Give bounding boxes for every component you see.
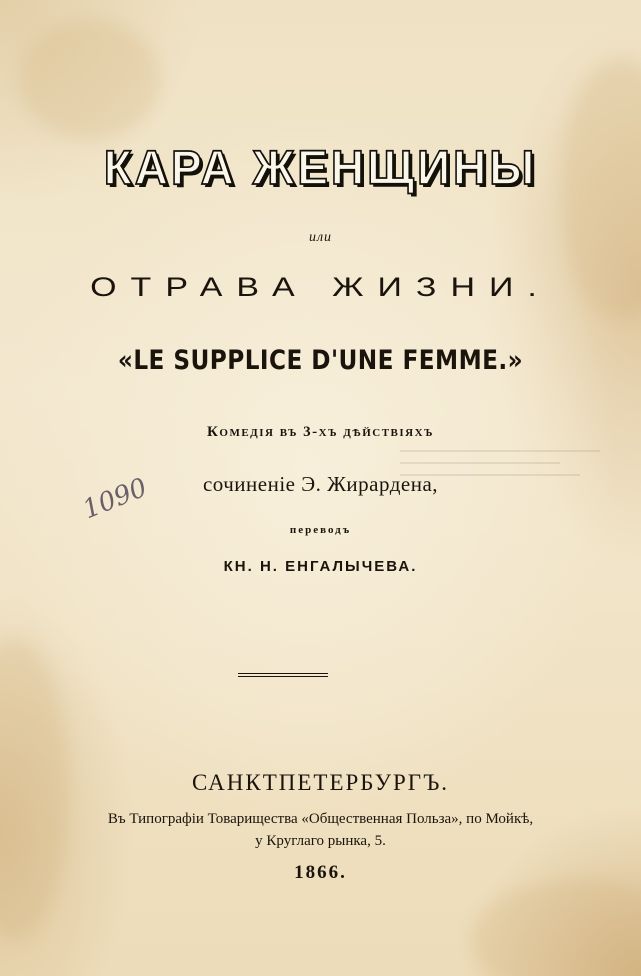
divider-rule [238,673,328,674]
printer-line-2: у Круглаго рынка, 5. [255,833,386,849]
printer-line-1: Въ Типографіи Товарищества «Общественная Польза», по Мойкѣ, [107,811,534,827]
original-title: «LE SUPPLICE D'UNE FEMME.» [117,345,524,376]
paper-stain [20,20,160,140]
main-title: КАРА ЖЕНЩИНЫ [103,139,538,195]
handwritten-number: 1090 [78,472,152,526]
author-line: сочиненіе Э. Жирардена, [202,472,439,496]
translation-label: переводъ [289,524,352,536]
printer-imprint [0,808,641,852]
conjunction: или [308,230,333,245]
paper-stain [470,880,641,976]
city: САНКТПЕТЕРБУРГЪ. [191,770,450,795]
translator-name: КН. Н. ЕНГАЛЫЧЕВА. [223,558,418,575]
year: 1866. [294,862,347,883]
subtitle: ОТРАВА ЖИЗНИ. [90,271,551,303]
genre-line: Комедія въ 3-хъ дѣйствіяхъ [207,424,434,440]
